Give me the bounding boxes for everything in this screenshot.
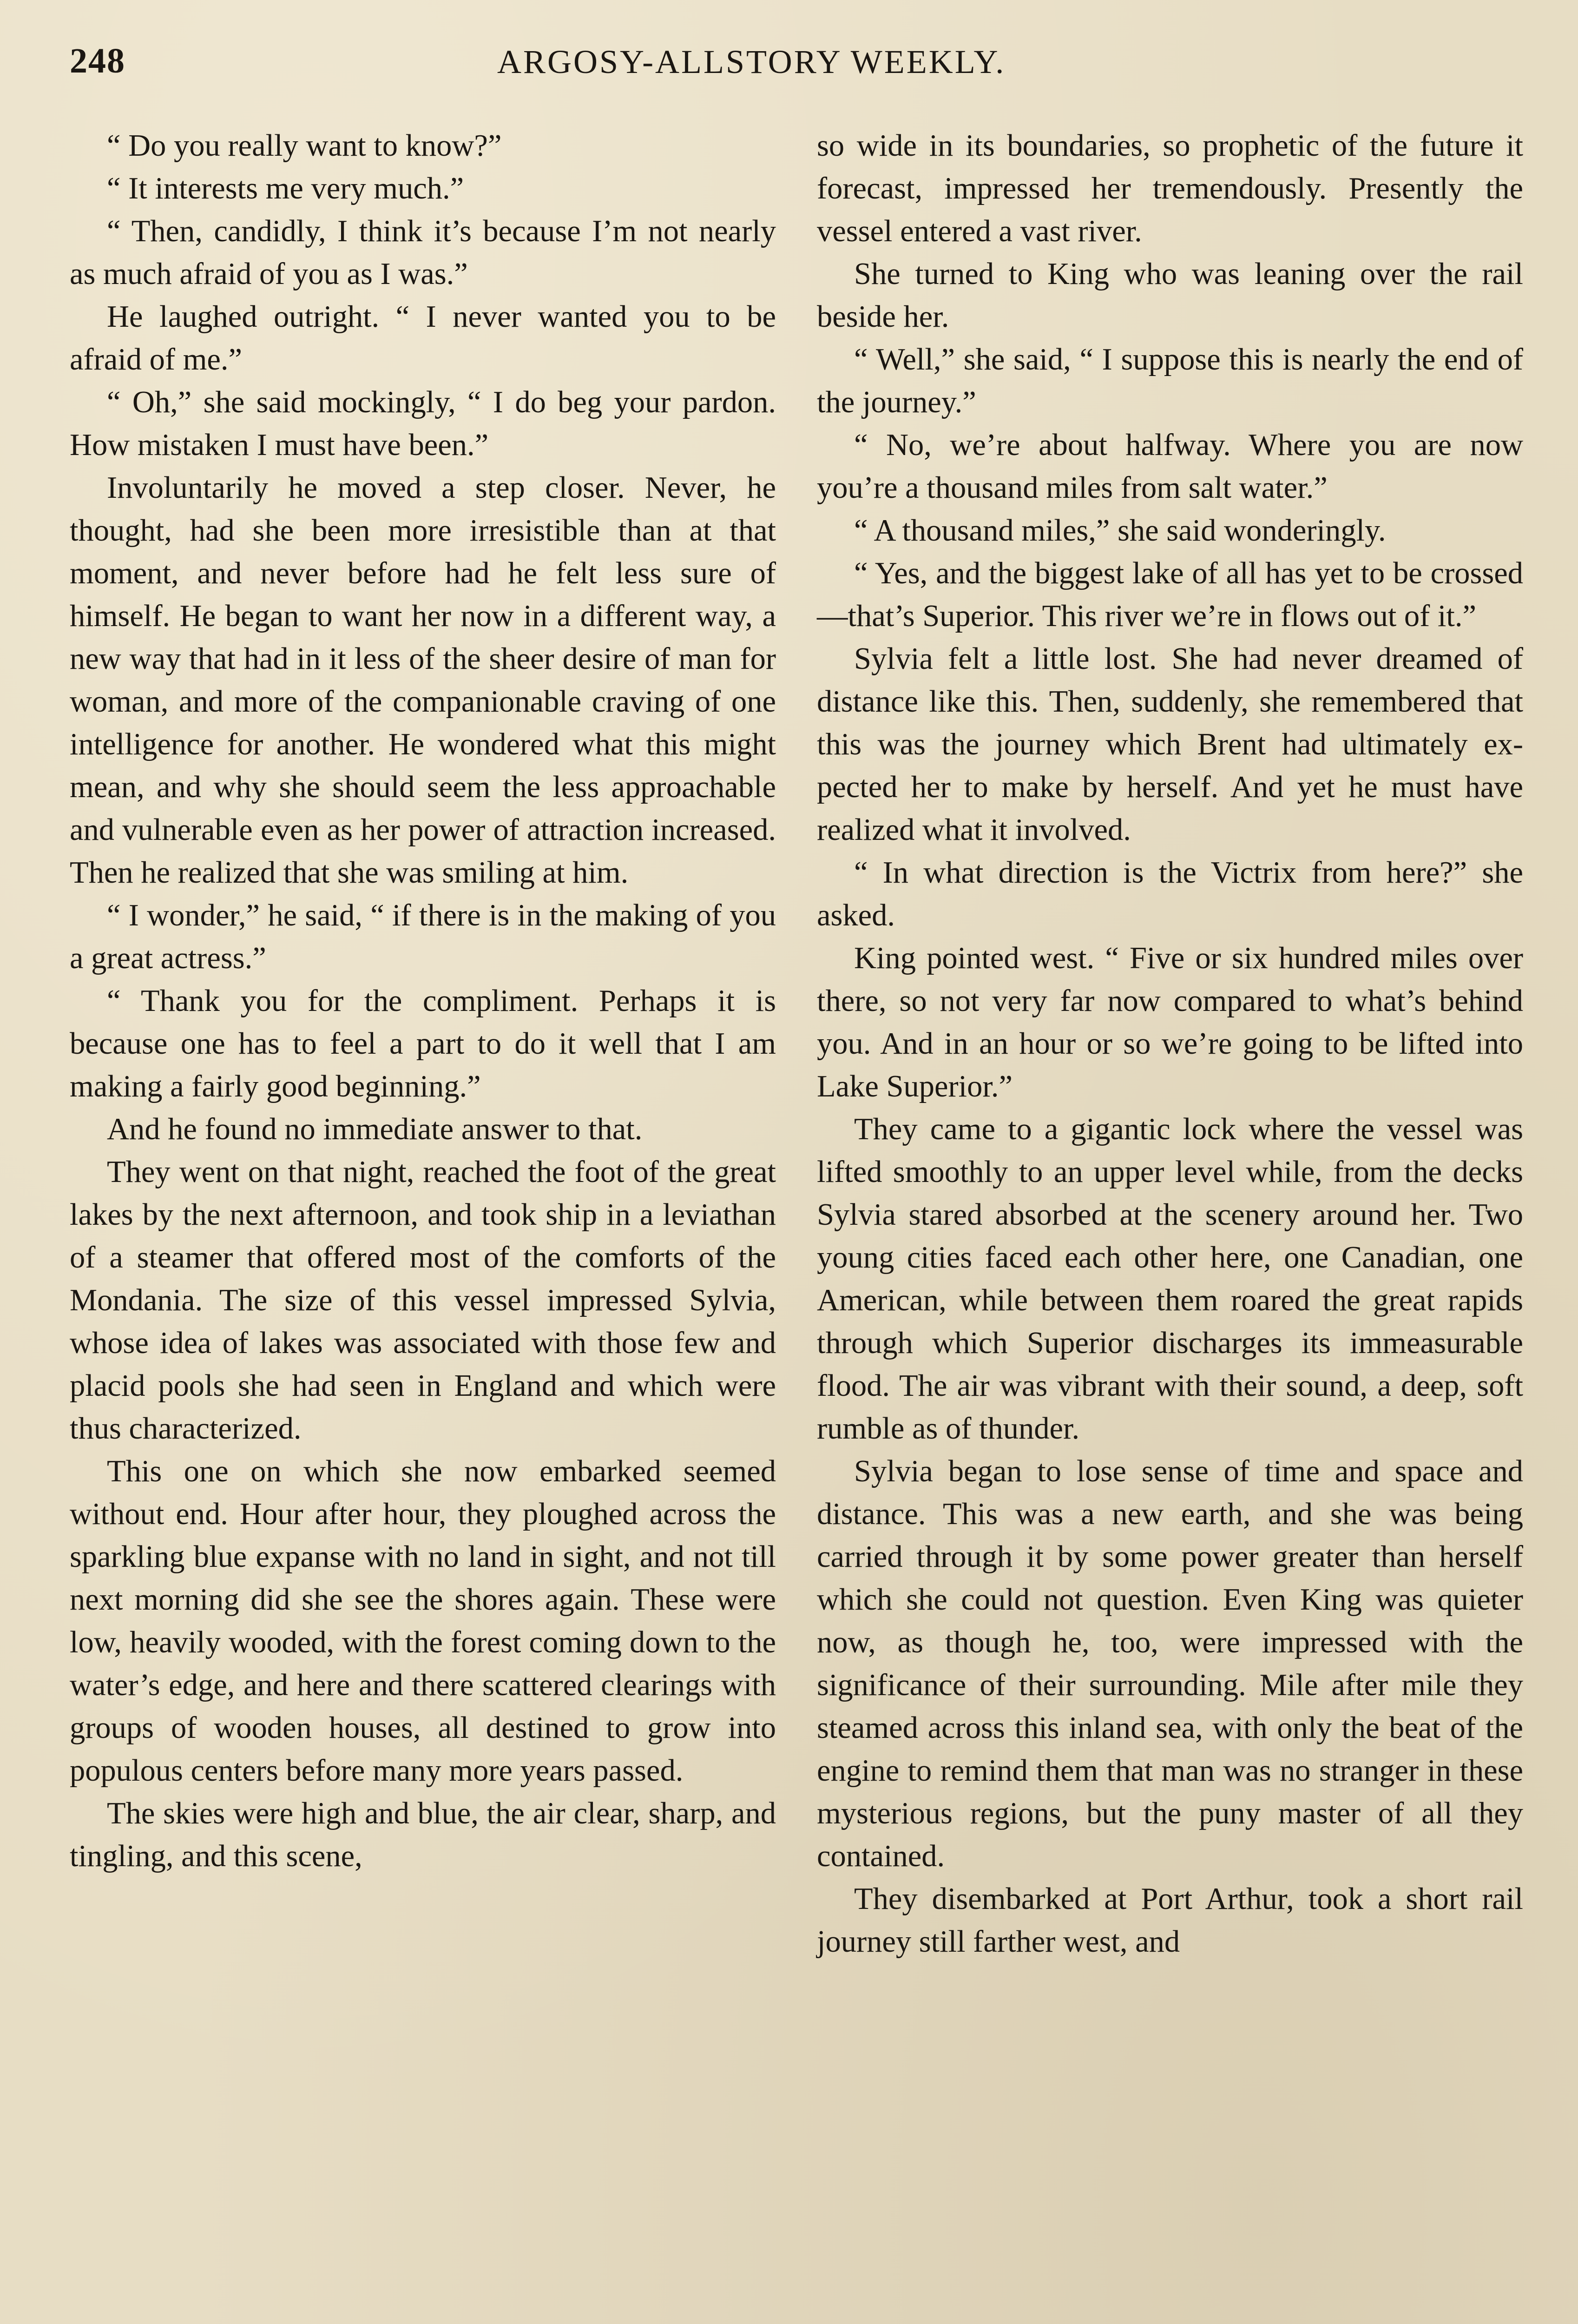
paragraph: “ I wonder,” he said, “ if there is in the making of you a great actress.” [70,898,776,975]
paragraph-continuation: so wide in its boundaries, so prophetic of the future it forecast, impressed her tremendously. Presently the vessel entered a vast river. [817,129,1523,248]
paragraph: And he found no immediate answer to that. [107,1112,643,1146]
paragraph: They came to a gigantic lock where the vessel was lifted smoothly to an upper level while, from the decks Sylvia stared absorbed at the scenery around her. Two young cities faced each other here, one Canadian, one American, while between them roared the great rapids through which Superior discharges its immeasurable flood. The air was vibrant with their sound, a deep, soft rumble as of thunder. [817,1112,1523,1446]
paragraph: Involuntarily he moved a step closer. Never, he thought, had she been more irresistible than at that moment, and never before had he felt less sure of himself. He began to want her now in a different way, a new way that had in it less of the sheer desire of man for woman, and more of the companionable craving of one intelligence for another. He wondered what this might mean, and why she should seem the less approachable and vulnerable even as her power of attraction increased. Then he realized that she was smiling at him. [70,471,776,890]
paragraph: They disembarked at Port Arthur, took a short rail journey still farther west, and [817,1882,1523,1959]
paragraph: “ It interests me very much.” [107,172,464,205]
paragraph: They went on that night, reached the foot of the great lakes by the next afternoon, and took ship in a leviathan of a steamer that offered most of the comforts of the Mondania. The size of this vessel impressed Sylvia, whose idea of lakes was associated with those few and placid pools she had seen in England and which were thus characterized. [70,1155,776,1446]
paragraph: “ A thousand miles,” she said wonderingly. [854,514,1386,548]
page-number: 248 [70,41,125,80]
page-header [70,41,1522,92]
paragraph: “ Well,” she said, “ I suppose this is nearly the end of the journey.” [817,343,1523,419]
paragraph: “ Then, candidly, I think it’s because I’m not nearly as much afraid of you as I was.” [70,214,776,291]
paragraph: This one on which she now embarked seemed without end. Hour after hour, they ploughed across the sparkling blue expanse with no land in sight, and not till next morning did she see the shores again. These were low, heavily wooded, with the forest coming down to the water’s edge, and here and there scattered clearings with groups of wooden houses, all destined to grow into populous centers before many more years passed. [70,1454,776,1788]
paragraph: “ Do you really want to know?” [107,129,502,163]
paragraph: “ Yes, and the biggest lake of all has yet to be crossed—that’s Superior. This river we’re in flows out of it.” [817,556,1523,633]
paragraph: “ Thank you for the compliment. Perhaps it is because one has to feel a part to do it well that I am making a fairly good beginning.” [70,984,776,1103]
running-title: ARGOSY-ALLSTORY WEEKLY. [497,43,1006,80]
paragraph: Sylvia began to lose sense of time and space and distance. This was a new earth, and she was being carried through it by some power greater than herself which she could not question. Even King was quieter now, as though he, too, were impressed with the significance of their surrounding. Mile after mile they steamed across this inland sea, with only the beat of the engine to remind them that man was no stranger in these mysterious regions, but the puny master of all they contained. [817,1454,1523,1873]
left-column [70,125,776,1878]
paragraph: Sylvia felt a little lost. She had never dreamed of distance like this. Then, suddenly, she remembered that this was the journey which Brent had ultimately expected her to make by herself. And yet he must have realized what it involved. [817,642,1523,847]
paragraph: King pointed west. “ Five or six hundred miles over there, so not very far now compared to what’s behind you. And in an hour or so we’re going to be lifted into Lake Superior.” [817,941,1523,1103]
paragraph: He laughed outright. “ I never wanted you to be afraid of me.” [70,300,776,376]
paragraph: The skies were high and blue, the air clear, sharp, and tingling, and this scene, [70,1796,776,1873]
paragraph: She turned to King who was leaning over the rail beside her. [817,257,1523,334]
paragraph: “ In what direction is the Victrix from here?” she asked. [817,856,1523,932]
right-column [817,125,1523,1963]
paragraph: “ Oh,” she said mockingly, “ I do beg your pardon. How mistaken I must have been.” [70,385,776,462]
paragraph: “ No, we’re about halfway. Where you are now you’re a thousand miles from salt water.” [817,428,1523,505]
